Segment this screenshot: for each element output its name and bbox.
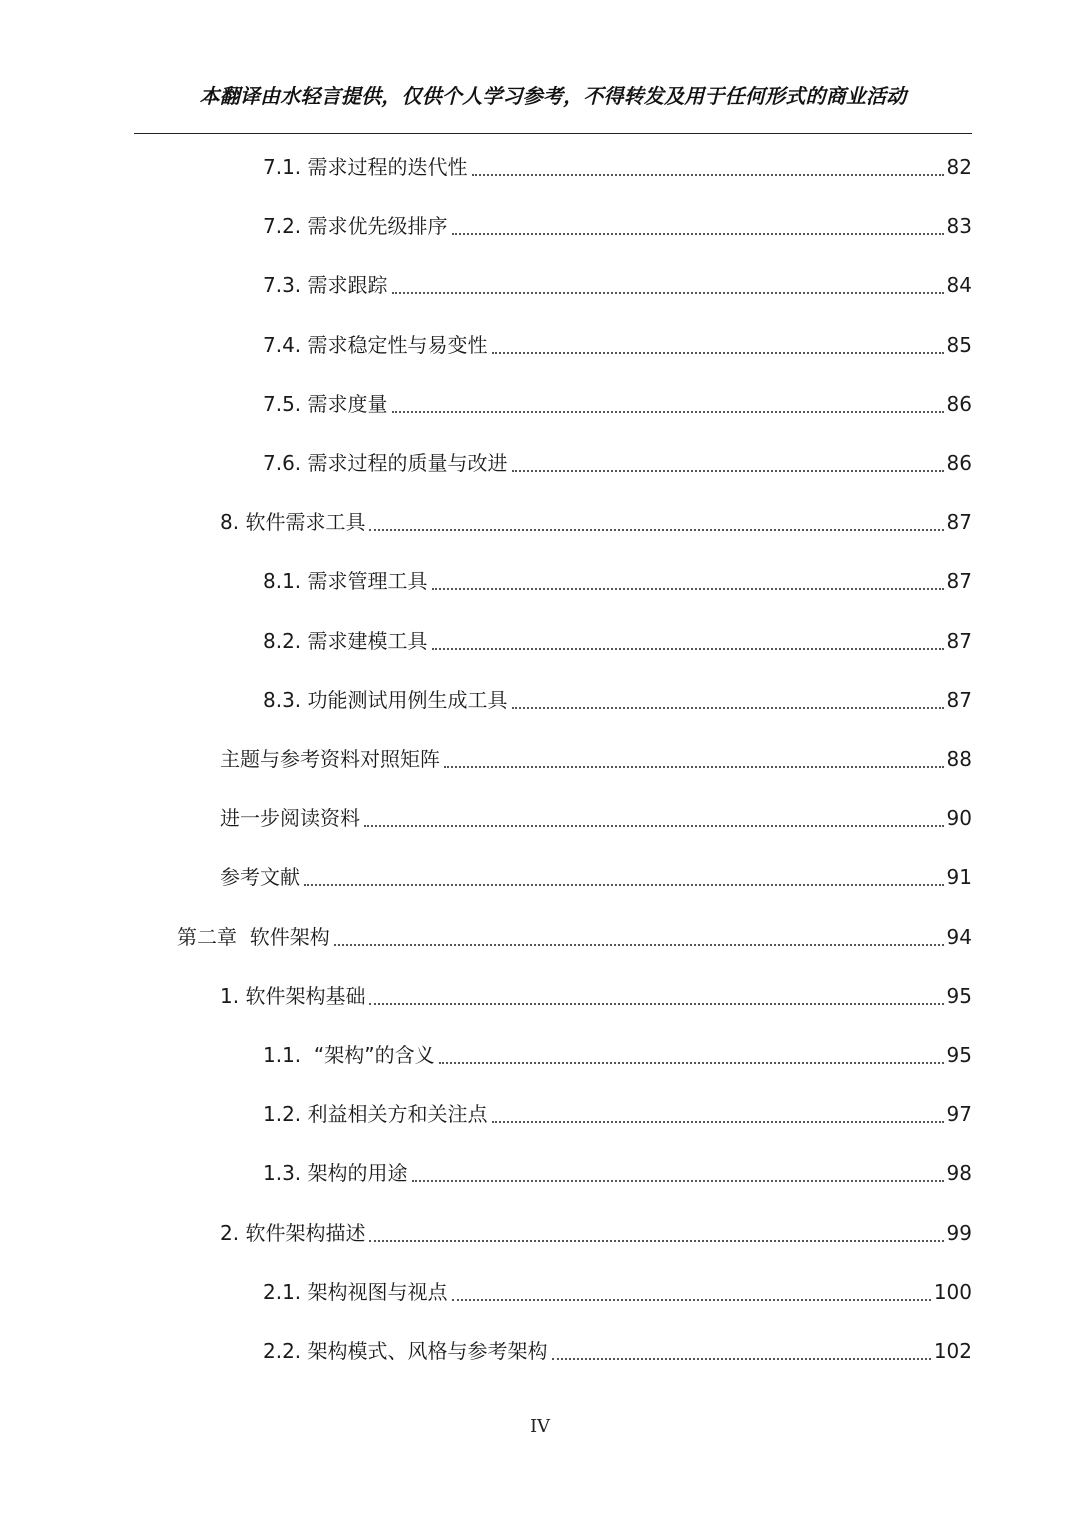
toc-entry-number: 7.2.: [263, 214, 308, 238]
toc-dot-leader: [512, 707, 944, 709]
toc-entry-number: 1.2.: [263, 1102, 308, 1126]
toc-entry-title: 需求建模工具: [307, 629, 428, 653]
toc-dot-leader: [304, 884, 944, 886]
toc-entry[interactable]: [220, 1218, 972, 1248]
toc-entry-title: 软件需求工具: [245, 510, 366, 534]
toc-entry-page: 86: [946, 392, 972, 416]
toc-entry-page: 85: [946, 333, 972, 357]
toc-dot-leader: [512, 470, 944, 472]
toc-entry-title: 需求过程的迭代性: [307, 155, 468, 179]
toc-dot-leader: [369, 1240, 943, 1242]
toc-entry-page: 95: [946, 1043, 972, 1067]
toc-entry[interactable]: [263, 448, 972, 478]
toc-dot-leader: [369, 529, 943, 531]
toc-entry[interactable]: [263, 1158, 972, 1188]
toc-entry[interactable]: [220, 981, 972, 1011]
toc-entry-page: 97: [946, 1102, 972, 1126]
toc-entry-title: 功能测试用例生成工具: [307, 688, 508, 712]
page-number: IV: [529, 1416, 551, 1437]
toc-entry-title: 架构模式、风格与参考架构: [307, 1339, 548, 1363]
toc-entry-title: 架构的用途: [307, 1161, 408, 1185]
toc-entry-number: 8.3.: [263, 688, 308, 712]
toc-entry-number: 7.3.: [263, 273, 308, 297]
toc-entry-page: 87: [946, 688, 972, 712]
toc-entry-title: 需求跟踪: [307, 273, 388, 297]
toc-entry-number: 7.4.: [263, 333, 308, 357]
toc-entry[interactable]: [263, 152, 972, 182]
toc-dot-leader: [492, 1121, 944, 1123]
toc-dot-leader: [432, 648, 944, 650]
toc-dot-leader: [432, 588, 944, 590]
toc-entry[interactable]: [220, 803, 972, 833]
toc-entry-title: 需求度量: [307, 392, 388, 416]
toc-entry-title: 主题与参考资料对照矩阵: [220, 747, 440, 771]
toc-entry-number: 2.: [220, 1221, 246, 1245]
toc-entry-title: 软件架构描述: [245, 1221, 366, 1245]
toc-entry[interactable]: [263, 211, 972, 241]
toc-entry-title: 需求优先级排序: [307, 214, 448, 238]
toc-dot-leader: [472, 174, 944, 176]
toc-entry-page: 102: [933, 1339, 972, 1363]
toc-entry[interactable]: [220, 744, 972, 774]
page-header: 本翻译由水轻言提供，仅供个人学习参考，不得转发及用于任何形式的商业活动: [199, 84, 907, 108]
toc-dot-leader: [369, 1003, 943, 1005]
toc-entry-title: 需求稳定性与易变性: [307, 333, 488, 357]
toc-dot-leader: [412, 1180, 944, 1182]
toc-entry-number: 8.2.: [263, 629, 308, 653]
toc-entry-number: 2.1.: [263, 1280, 308, 1304]
toc-entry-number: 8.1.: [263, 569, 308, 593]
toc-entry-page: 99: [946, 1221, 972, 1245]
toc-entry-title: 利益相关方和关注点: [307, 1102, 488, 1126]
toc-dot-leader: [392, 411, 944, 413]
toc-entry-page: 87: [946, 629, 972, 653]
toc-entry-title: 软件架构基础: [245, 984, 366, 1008]
toc-entry-page: 90: [946, 806, 972, 830]
toc-entry-page: 82: [946, 155, 972, 179]
toc-entry[interactable]: [177, 922, 972, 952]
toc-dot-leader: [452, 233, 944, 235]
toc-entry[interactable]: [263, 389, 972, 419]
toc-entry-page: 84: [946, 273, 972, 297]
toc-entry[interactable]: [263, 1336, 972, 1366]
toc-entry-title: 需求管理工具: [307, 569, 428, 593]
toc-entry-page: 88: [946, 747, 972, 771]
toc-entry[interactable]: [263, 1277, 972, 1307]
toc-dot-leader: [492, 352, 944, 354]
toc-entry-number: 7.6.: [263, 451, 308, 475]
toc-entry-title: 进一步阅读资料: [220, 806, 360, 830]
toc-entry-number: 第二章: [177, 925, 250, 949]
toc-entry-number: 1.3.: [263, 1161, 308, 1185]
toc-entry[interactable]: [263, 1099, 972, 1129]
toc-entry-title: “架构”的含义: [313, 1043, 435, 1067]
toc-entry-page: 91: [946, 865, 972, 889]
toc-entry-page: 83: [946, 214, 972, 238]
toc-entry-page: 98: [946, 1161, 972, 1185]
toc-dot-leader: [552, 1358, 931, 1360]
toc-dot-leader: [444, 766, 944, 768]
toc-dot-leader: [452, 1299, 931, 1301]
toc-entry[interactable]: [263, 626, 972, 656]
toc-entry-page: 100: [933, 1280, 972, 1304]
toc-entry-number: 1.: [220, 984, 246, 1008]
toc-entry-number: 2.2.: [263, 1339, 308, 1363]
toc-entry-title: 软件架构: [249, 925, 330, 949]
toc-entry-number: 7.1.: [263, 155, 308, 179]
toc-entry-number: 8.: [220, 510, 246, 534]
toc-entry-title: 需求过程的质量与改进: [307, 451, 508, 475]
toc-entry[interactable]: [263, 685, 972, 715]
toc-entry-number: 7.5.: [263, 392, 308, 416]
toc-entry[interactable]: [263, 330, 972, 360]
toc-entry[interactable]: [263, 270, 972, 300]
toc-dot-leader: [334, 944, 944, 946]
toc-entry-page: 95: [946, 984, 972, 1008]
toc-entry-page: 87: [946, 569, 972, 593]
toc-entry-page: 86: [946, 451, 972, 475]
toc-entry-page: 94: [946, 925, 972, 949]
toc-dot-leader: [364, 825, 944, 827]
toc-entry-title: 参考文献: [220, 865, 300, 889]
toc-entry-title: 架构视图与视点: [307, 1280, 448, 1304]
toc-entry[interactable]: [220, 507, 972, 537]
toc-entry[interactable]: [263, 566, 972, 596]
toc-dot-leader: [439, 1062, 944, 1064]
toc-dot-leader: [392, 292, 944, 294]
toc-entry-number: 1.1.: [263, 1043, 314, 1067]
toc-entry-page: 87: [946, 510, 972, 534]
toc-entry[interactable]: [220, 862, 972, 892]
toc-entry[interactable]: [263, 1040, 972, 1070]
